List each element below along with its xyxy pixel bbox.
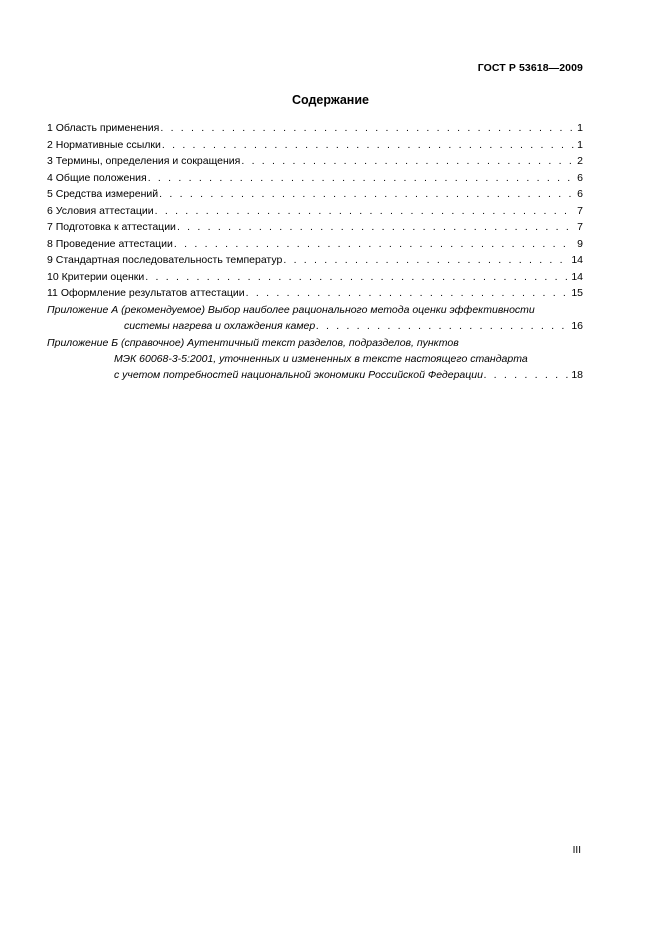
leader-dots: [316, 318, 568, 334]
leader-dots: [246, 285, 569, 302]
toc-entry-label: 1 Область применения: [47, 122, 160, 134]
toc-entry[interactable]: [47, 153, 583, 170]
toc-entry-page: 14: [571, 254, 583, 266]
toc-entry-page: 15: [571, 287, 583, 299]
toc-entry-label: 5 Средства измерений: [47, 188, 159, 200]
appendix-b-page: 18: [571, 368, 583, 381]
toc-entry[interactable]: [47, 269, 583, 286]
toc-entry-page: 7: [577, 204, 583, 217]
toc-entry-page: 6: [577, 188, 583, 200]
table-of-contents: [47, 120, 583, 383]
toc-entry-label: 10 Критерии оценки: [47, 270, 145, 283]
toc-entry[interactable]: [47, 203, 583, 220]
toc-entry-page: 14: [571, 270, 583, 283]
toc-entry-label: 7 Подготовка к аттестации: [47, 221, 176, 233]
appendix-b-title-line-2: МЭК 60068-3-5:2001, уточненных и измененных в тексте настоящего стандарта: [114, 352, 528, 365]
appendix-a-page: 16: [571, 319, 583, 332]
leader-dots: [162, 137, 574, 154]
appendix-a-title-line: Приложение А (рекомендуемое) Выбор наиболее рационального метода оценки эффективности: [47, 303, 535, 316]
appendix-b-title-end: с учетом потребностей национальной экономики Российской Федерации: [114, 368, 483, 381]
toc-entry-page: 2: [577, 155, 583, 167]
toc-entry-label: 2 Нормативные ссылки: [47, 138, 161, 151]
appendix-b-last-row: [47, 367, 583, 383]
leader-dots: [155, 203, 575, 220]
leader-dots: [241, 153, 574, 170]
toc-entry-label: 3 Термины, определения и сокращения: [47, 155, 241, 167]
leader-dots: [148, 170, 574, 187]
toc-entry-label: 4 Общие положения: [47, 171, 147, 184]
toc-entry-page: 1: [577, 138, 583, 151]
appendix-b-title-line: Приложение Б (справочное) Аутентичный текст разделов, подразделов, пунктов: [47, 336, 459, 349]
appendix-a-title-end: системы нагрева и охлаждения камер: [124, 319, 316, 332]
toc-entry-page: 7: [577, 221, 583, 233]
toc-entry-label: 6 Условия аттестации: [47, 204, 154, 217]
appendix-a-last-row: [47, 318, 583, 334]
toc-title: Содержание: [291, 93, 369, 107]
leader-dots: [177, 219, 574, 236]
toc-entry-label: 8 Проведение аттестации: [47, 237, 173, 250]
toc-entry-page: 6: [577, 171, 583, 184]
toc-entry[interactable]: [47, 170, 583, 187]
toc-entry-label: 11 Оформление результатов аттестации: [47, 287, 245, 299]
toc-appendix-b[interactable]: [47, 335, 583, 383]
toc-entry-label: 9 Стандартная последовательность температур: [47, 254, 283, 266]
toc-entry[interactable]: [47, 186, 583, 203]
leader-dots: [160, 120, 574, 137]
toc-entry-page: 9: [577, 237, 583, 250]
toc-entry[interactable]: [47, 252, 583, 269]
toc-appendix-a[interactable]: [47, 302, 583, 334]
toc-entry[interactable]: [47, 120, 583, 137]
toc-entry[interactable]: [47, 236, 583, 253]
toc-entry[interactable]: [47, 285, 583, 302]
standard-code: ГОСТ Р 53618—2009: [477, 62, 583, 74]
leader-dots: [145, 269, 568, 286]
page-number: III: [572, 845, 581, 856]
leader-dots: [484, 367, 568, 383]
toc-entry-page: 1: [577, 122, 583, 134]
leader-dots: [283, 252, 568, 269]
toc-entry[interactable]: [47, 219, 583, 236]
leader-dots: [159, 186, 574, 203]
leader-dots: [174, 236, 574, 253]
toc-entry[interactable]: [47, 137, 583, 154]
